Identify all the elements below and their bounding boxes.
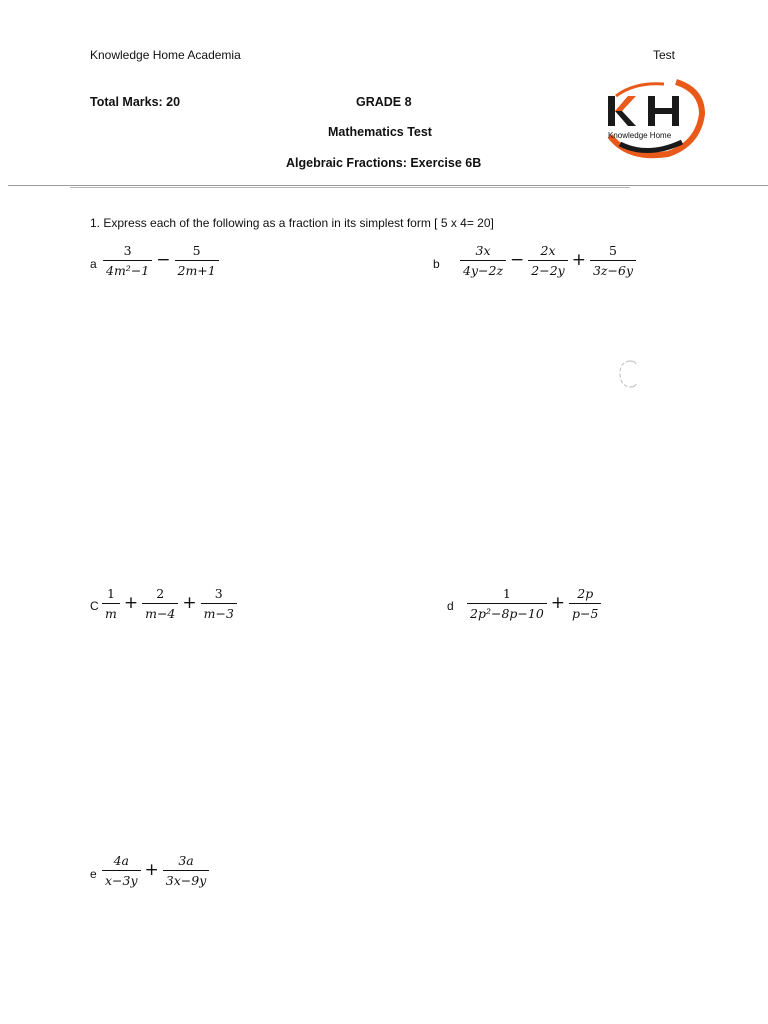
numerator: 5 — [192, 243, 201, 258]
total-marks: Total Marks: 20 — [90, 95, 181, 109]
operator: + — [571, 250, 586, 270]
stray-bracket-mark — [616, 358, 640, 390]
fraction — [590, 243, 636, 278]
item-b-expression — [459, 243, 637, 278]
kh-logo — [598, 78, 708, 160]
denominator: p−5 — [569, 603, 601, 621]
item-a-label: a — [90, 257, 97, 271]
numerator: 1 — [502, 586, 511, 601]
school-name: Knowledge Home Academia — [90, 48, 241, 62]
fraction — [467, 586, 547, 621]
item-c-label: C — [90, 599, 99, 613]
header-divider — [8, 185, 768, 186]
operator: + — [123, 593, 139, 613]
numerator: 2x — [540, 243, 556, 258]
denominator: 2−2y — [528, 260, 567, 278]
grade-title: GRADE 8 — [356, 95, 412, 109]
fraction — [528, 243, 567, 278]
numerator: 3 — [214, 586, 223, 601]
operator: − — [156, 250, 171, 270]
item-a-expression — [102, 243, 220, 278]
subject-title: Mathematics Test — [328, 125, 432, 139]
fraction — [175, 243, 219, 278]
fraction — [142, 586, 178, 621]
denominator: 4m²−1 — [103, 260, 152, 278]
item-e-label: e — [90, 867, 97, 881]
numerator: 1 — [106, 586, 115, 601]
fraction — [102, 586, 120, 621]
denominator: m−4 — [142, 603, 178, 621]
numerator: 2p — [577, 586, 594, 601]
doc-type: Test — [653, 48, 676, 62]
item-e-expression — [101, 853, 210, 888]
topic-title: Algebraic Fractions: Exercise 6B — [286, 156, 482, 170]
numerator: 3 — [123, 243, 132, 258]
denominator: 2m+1 — [175, 260, 219, 278]
item-c-expression — [101, 586, 238, 621]
denominator: 2p²−8p−10 — [467, 603, 547, 621]
operator: + — [550, 593, 566, 613]
item-d-label: d — [447, 599, 454, 613]
item-d-expression — [466, 586, 602, 621]
denominator: m−3 — [201, 603, 237, 621]
numerator: 3x — [475, 243, 491, 258]
fraction — [460, 243, 506, 278]
numerator: 4a — [113, 853, 129, 868]
denominator: 4y−2z — [460, 260, 506, 278]
kh-logo-icon — [598, 78, 708, 160]
denominator: m — [102, 603, 120, 621]
numerator: 5 — [609, 243, 617, 258]
logo-caption: Knowledge Home — [608, 131, 672, 140]
operator: + — [182, 593, 197, 613]
question-text: 1. Express each of the following as a fraction in its simplest form [ 5 x 4= 20] — [90, 216, 494, 230]
denominator: x−3y — [102, 870, 141, 888]
numerator: 3a — [178, 853, 194, 868]
fraction — [163, 853, 210, 888]
header-divider-shadow — [70, 187, 630, 188]
denominator: 3x−9y — [163, 870, 210, 888]
fraction — [103, 243, 152, 278]
fraction — [102, 853, 141, 888]
numerator: 2 — [156, 586, 165, 601]
item-b-label: b — [433, 257, 440, 271]
operator: + — [144, 860, 159, 880]
operator: − — [510, 250, 525, 270]
fraction — [201, 586, 237, 621]
denominator: 3z−6y — [590, 260, 636, 278]
fraction — [569, 586, 601, 621]
